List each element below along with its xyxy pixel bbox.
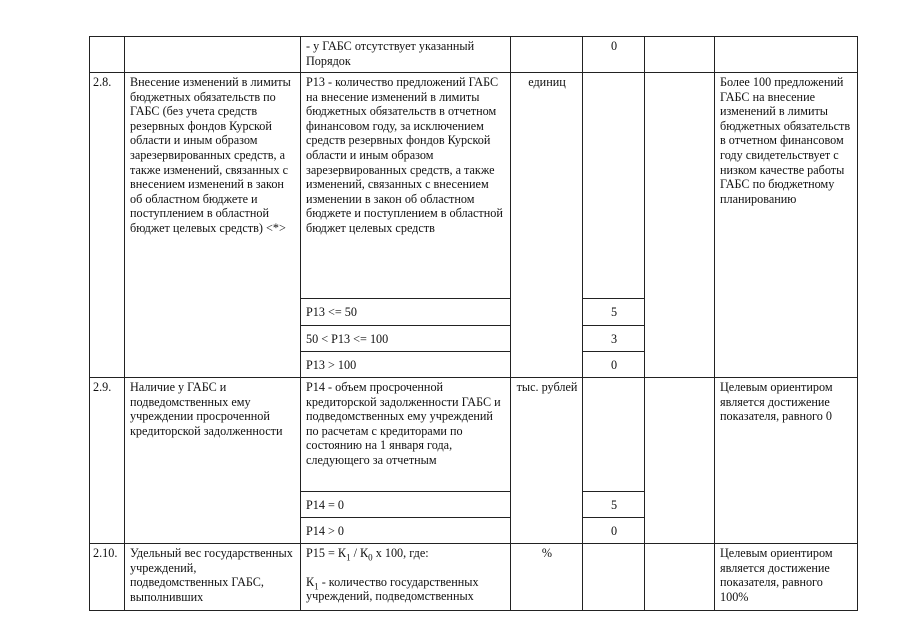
indicator-name: Внесение изменений в лимиты бюджетных обязательств по ГАБС (без учета средств резервных фондов Курской области и иным образом зарезервированных средств, а также изменений, связанных с внесением изменений в закон об областном бюджете и поступлением в областной бюджет целевых средств) <*>: [125, 73, 301, 378]
unit-cell: [511, 37, 583, 73]
score-cell: 0: [583, 352, 645, 378]
score-cell: 5: [583, 492, 645, 518]
row-number: [90, 37, 125, 73]
score-cell: [583, 378, 645, 492]
comment-cell: Более 100 предложений ГАБС на внесение изменений в лимиты бюджетных обязательств в отчетном финансовом году свидетельствует с низком качестве работы ГАБС по бюджетному планированию: [715, 73, 858, 378]
indicator-name: Наличие у ГАБС и подведомственных ему учреждении просроченной кредиторской задолженности: [125, 378, 301, 544]
unit-cell: единиц: [511, 73, 583, 378]
comment-cell: [715, 37, 858, 73]
row-number: 2.10.: [90, 544, 125, 611]
condition-cell: 50 < Р13 <= 100: [301, 326, 511, 352]
table-row: [90, 37, 858, 73]
score-cell: 5: [583, 299, 645, 326]
comment-cell: Целевым ориентиром является достижение показателя, равного 100%: [715, 544, 858, 611]
unit-cell: тыс. рублей: [511, 378, 583, 544]
table-row: [90, 544, 858, 611]
formula-definition: $К_1$ - количество государственных учреждений, подведомственных: [306, 574, 479, 604]
formula-cell: [301, 544, 511, 611]
row-number: 2.8.: [90, 73, 125, 378]
blank-cell: [645, 378, 715, 544]
comment-cell: Целевым ориентиром является достижение показателя, равного 0: [715, 378, 858, 544]
indicator-name: Удельный вес государственных учреждений, подведомственных ГАБС, выполнивших: [125, 544, 301, 611]
score-cell: 3: [583, 326, 645, 352]
unit-cell: %: [511, 544, 583, 611]
formula-cell: Р13 - количество предложений ГАБС на внесение изменений в лимиты бюджетных обязательств в отчетном финансовом году, за исключением средств резервных фондов Курской области и иным образом зарезервированных средств, а также изменений, связанных с внесением изменении в закон об областном бюджете и поступлением в областной бюджет целевых средств: [301, 73, 511, 299]
blank-cell: [645, 544, 715, 611]
table-row: [90, 73, 858, 299]
indicator-name: [125, 37, 301, 73]
condition-cell: Р14 > 0: [301, 518, 511, 544]
criteria-table: [89, 36, 858, 611]
condition-cell: Р13 <= 50: [301, 299, 511, 326]
condition-cell: Р14 = 0: [301, 492, 511, 518]
formula-cell: - у ГАБС отсутствует указанный Порядок: [301, 37, 511, 73]
formula-cell: Р14 - объем просроченной кредиторской задолженности ГАБС и подведомственных ему учреждений по расчетам с кредиторами по состоянию на 1 января года, следующего за отчетным: [301, 378, 511, 492]
blank-cell: [645, 37, 715, 73]
score-cell: [583, 544, 645, 611]
table-row: [90, 378, 858, 492]
score-cell: 0: [583, 37, 645, 73]
condition-cell: Р13 > 100: [301, 352, 511, 378]
row-number: 2.9.: [90, 378, 125, 544]
formula-line: $Р15 = К_1 / К_0$ х 100, где:: [306, 546, 429, 563]
score-cell: 0: [583, 518, 645, 544]
score-cell: [583, 73, 645, 299]
blank-cell: [645, 73, 715, 378]
